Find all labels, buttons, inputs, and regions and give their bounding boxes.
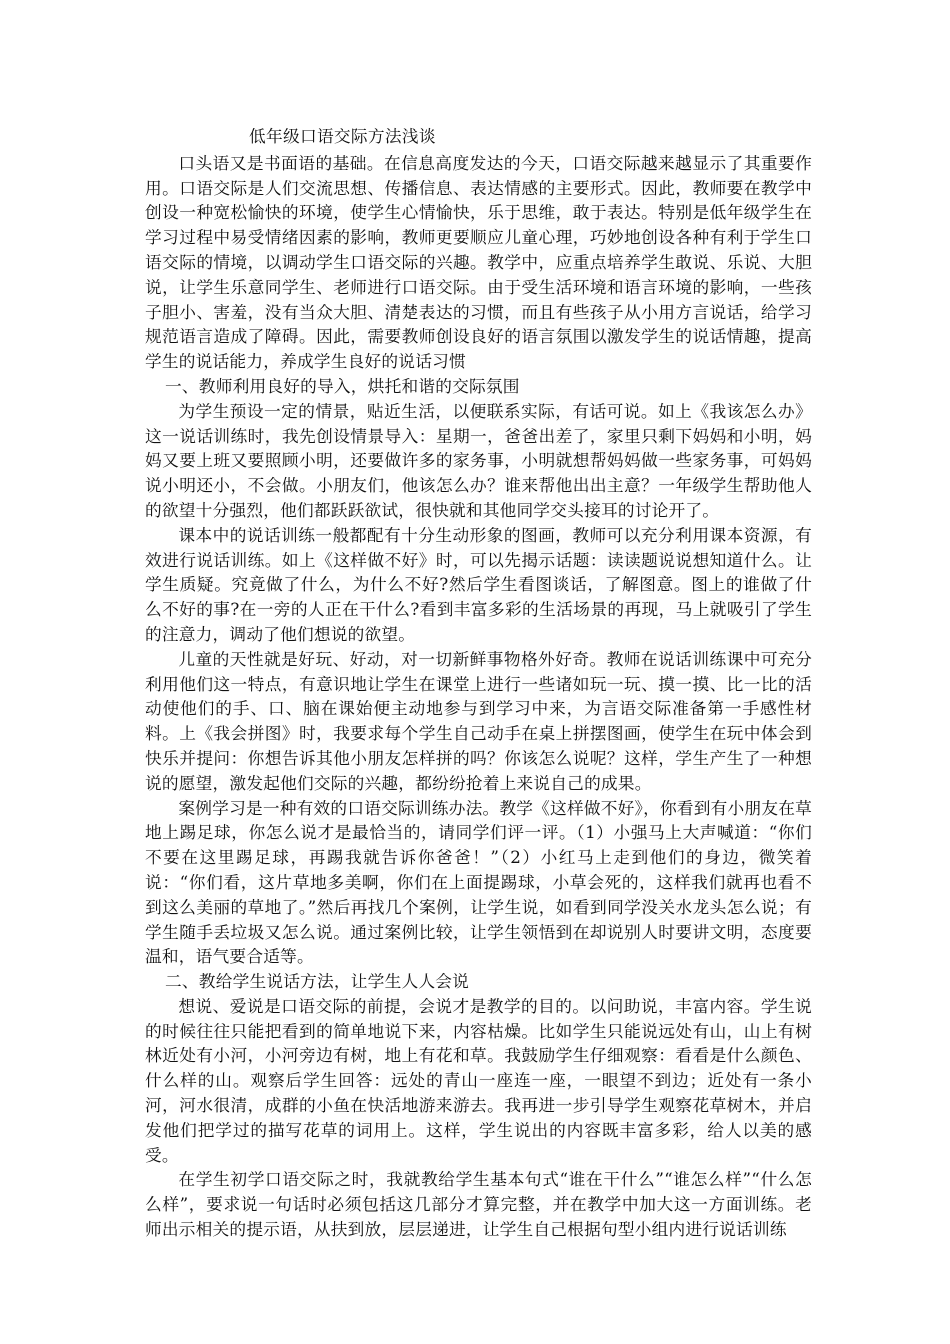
document-title: 低年级口语交际方法浅谈 [249,126,436,146]
section-heading-1: 一、教师利用良好的导入，烘托和谐的交际氛围 [165,375,520,396]
paragraph-speaking-method: 想说、爱说是口语交际的前提，会说才是教学的目的。以问助说，丰富内容。学生说的时候往往只能把看到的简单地说下来，内容枯燥。比如学生只能说远处有山，山上有树林近处有小河，小河旁边有树，地上有花和草。我鼓励学生仔细观察：看看是什么颜色、什么样的山。观察后学生回答：远处的青山一座连一座，一眼望不到边；近处有一条小河，河水很清，成群的小鱼在快活地游来游去。我再进一步引导学生观察花草树木，并启发他们把学过的描写花草的词用上。这样，学生说出的内容既丰富多彩，给人以美的感受。 [145,995,812,1165]
paragraph-scenario: 为学生预设一定的情景，贴近生活，以便联系实际，有话可说。如上《我该怎么办》这一说话训练时，我先创设情景导入：星期一，爸爸出差了，家里只剩下妈妈和小明，妈妈又要上班又要照顾小明，还要做许多的家务事，小明就想帮妈妈做一些家务事，可妈妈说小明还小，不会做。小朋友们，他该怎么办？谁来帮他出出主意？一年级学生帮助他人的欲望十分强烈，他们都跃跃欲试，很快就和其他同学交头接耳的讨论开了。 [145,400,812,520]
paragraph-play-activities: 儿童的天性就是好玩、好动，对一切新鲜事物格外好奇。教师在说话训练课中可充分利用他们这一特点，有意识地让学生在课堂上进行一些诸如玩一玩、摸一摸、比一比的活动使他们的手、口、脑在课始便主动地参与到学习中来，为言语交际准备第一手感性材料。上《我会拼图》时，我要求每个学生自己动手在桌上拼摆图画，使学生在玩中体会到快乐并提问：你想告诉其他小朋友怎样拼的吗？你该怎么说呢？这样，学生产生了一种想说的愿望，激发起他们交际的兴趣，都纷纷抢着上来说自己的成果。 [145,648,812,793]
paragraph-case-study: 案例学习是一种有效的口语交际训练办法。教学《这样做不好》，你看到有小朋友在草地上踢足球，你怎么说才是最恰当的，请同学们评一评。（1）小强马上大声喊道：“你们不要在这里踢足球，再踢我就告诉你爸爸！”（2）小红马上走到他们的身边，微笑着说：“你们看，这片草地多美啊，你们在上面提踢球，小草会死的，这样我们就再也看不到这么美丽的草地了。”然后再找几个案例，让学生说，如看到同学没关水龙头怎么说；有学生随手丢垃圾又怎么说。通过案例比较，让学生领悟到在却说别人时要讲文明，态度要温和，语气要合适等。 [145,797,812,967]
section-heading-2: 二、教给学生说话方法，让学生人人会说 [165,971,470,992]
document-page [145,124,812,1242]
paragraph-intro: 口头语又是书面语的基础。在信息高度发达的今天，口语交际越来越显示了其重要作用。口语交际是人们交流思想、传播信息、表达情感的主要形式。因此，教师要在教学中创设一种宽松愉快的环境，使学生心情愉快，乐于思维，敢于表达。特别是低年级学生在学习过程中易受情绪因素的影响，教师更要顺应儿童心理，巧妙地创设各种有利于学生口语交际的情境，以调动学生口语交际的兴趣。教学中，应重点培养学生敢说、乐说、大胆说，让学生乐意同学生、老师进行口语交际。由于受生活环境和语言环境的影响，一些孩子胆小、害羞，没有当众大胆、清楚表达的习惯，而且有些孩子从小用方言说话，给学习规范语言造成了障碍。因此，需要教师创设良好的语言氛围以激发学生的说话情趣，提高学生的说话能力，养成学生良好的说话习惯 [145,152,812,372]
paragraph-sentence-patterns: 在学生初学口语交际之时，我就教给学生基本句式“谁在干什么”“谁怎么样”“什么怎么样”，要求说一句话时必须包括这几部分才算完整，并在教学中加大这一方面训练。老师出示相关的提示语，从扶到放，层层递进，让学生自己根据句型小组内进行说话训练 [145,1169,812,1240]
paragraph-textbook-pictures: 课本中的说话训练一般都配有十分生动形象的图画，教师可以充分利用课本资源，有效进行说话训练。如上《这样做不好》时，可以先揭示话题：读读题说说想知道什么。让学生质疑。究竟做了什么，为什么不好?然后学生看图谈话，了解图意。图上的谁做了什么不好的事?在一旁的人正在干什么?看到丰富多彩的生活场景的再现，马上就吸引了学生的注意力，调动了他们想说的欲望。 [145,524,812,644]
